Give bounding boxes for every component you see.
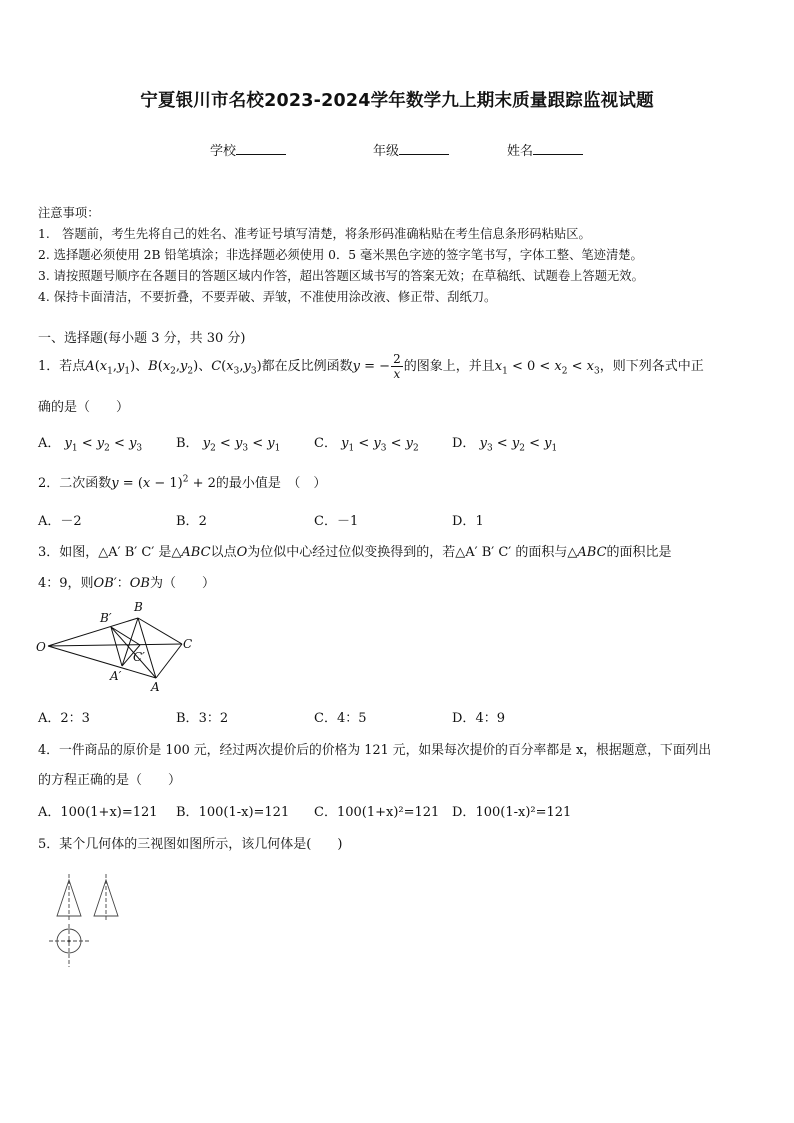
q1-option-d[interactable]: D． $y_3 < y_2 < y_1$ bbox=[452, 436, 558, 454]
q3-option-d[interactable]: D．4：9 bbox=[452, 711, 505, 726]
notes-heading: 注意事项： bbox=[38, 206, 100, 220]
question-5: 5．某个几何体的三视图如图所示，该几何体是( ) bbox=[38, 837, 343, 852]
label-C: C bbox=[183, 637, 193, 651]
label-C1: C′ bbox=[133, 650, 145, 664]
school-label: 学校 bbox=[210, 144, 237, 159]
q4-option-b[interactable]: B．100(1-x)=121 bbox=[176, 805, 290, 820]
q1-option-b[interactable]: B． $y_2 < y_3 < y_1$ bbox=[176, 436, 281, 454]
top-view-center-dot bbox=[68, 940, 71, 943]
note-item-3: 3. 请按照题号顺序在各题目的答题区域内作答，超出答题区域书写的答案无效；在草稿纸、试题卷上答题无效。 bbox=[38, 269, 644, 283]
question-3-line-2: 4：9，则OB′：OB为（ ） bbox=[38, 576, 215, 591]
q4-option-a[interactable]: A．100(1+x)=121 bbox=[38, 805, 158, 820]
fraction-2-over-x: $\frac{2}{x}$ bbox=[393, 352, 401, 381]
grade-label: 年级 bbox=[373, 144, 400, 159]
question-1-line-2: 确的是（ ） bbox=[38, 400, 130, 415]
q3-option-c[interactable]: C．4：5 bbox=[314, 711, 367, 726]
q2-option-d[interactable]: D．1 bbox=[452, 514, 484, 529]
label-A: A bbox=[151, 680, 160, 694]
note-item-4: 4. 保持卡面清洁，不要折叠，不要弄破、弄皱，不准使用涂改液、修正带、刮纸刀。 bbox=[38, 290, 497, 304]
q4-option-d[interactable]: D．100(1-x)²=121 bbox=[452, 805, 572, 820]
q1-option-a[interactable]: A． $y_1 < y_2 < y_3$ bbox=[38, 436, 143, 454]
question-4: 4．一件商品的原价是 100 元，经过两次提价后的价格为 121 元，如果每次提价的百分率都是 x，根据题意，下面列出 bbox=[38, 743, 712, 758]
q4-option-c[interactable]: C．100(1+x)²=121 bbox=[314, 805, 440, 820]
name-label: 姓名 bbox=[507, 144, 534, 159]
page-title: 宁夏银川市名校2023-2024学年数学九上期末质量跟踪监视试题 bbox=[140, 91, 654, 111]
note-item-2: 2. 选择题必须使用 2B 铅笔填涂；非选择题必须使用 0．5 毫米黑色字迹的签字笔书写，字体工整、笔迹清楚。 bbox=[38, 248, 643, 262]
label-B: B bbox=[134, 600, 143, 614]
q2-option-c[interactable]: C．－1 bbox=[314, 514, 359, 529]
question-1: 1．若点$A(x_1,y_1)$、$B(x_2,y_2)$、$C(x_3,y_3)$都在反比例函数y = − $\frac{2}{x}$ 的图象上，并且$x_1 < 0 < x_2 < x_3$，则下列各式中正 bbox=[38, 352, 704, 381]
q3-option-b[interactable]: B．3：2 bbox=[176, 711, 229, 726]
q2-option-b[interactable]: B．2 bbox=[176, 514, 207, 529]
label-O: O bbox=[36, 640, 46, 654]
q1-option-c[interactable]: C． $y_1 < y_3 < y_2$ bbox=[314, 436, 419, 454]
label-A1: A′ bbox=[110, 669, 122, 683]
q3-option-a[interactable]: A．2：3 bbox=[38, 711, 90, 726]
question-4-line-2: 的方程正确的是（ ） bbox=[38, 773, 182, 788]
section-heading: 一、选择题(每小题 3 分，共 30 分) bbox=[38, 331, 246, 346]
label-B1: B′ bbox=[100, 611, 112, 625]
question-2: 2．二次函数$y = (x - 1)^2 + 2$的最小值是 （ ） bbox=[38, 474, 327, 491]
question-3: 3．如图，△A′ B′ C′ 是△ABC以点O为位似中心经过位似变换得到的，若△A′ B′ C′ 的面积与△ABC的面积比是 bbox=[38, 545, 672, 560]
note-item-1: 1. 答题前，考生先将自己的姓名、准考证号填写清楚，将条形码准确粘贴在考生信息条形码粘贴区。 bbox=[38, 227, 591, 241]
q2-option-a[interactable]: A．－2 bbox=[38, 514, 82, 529]
